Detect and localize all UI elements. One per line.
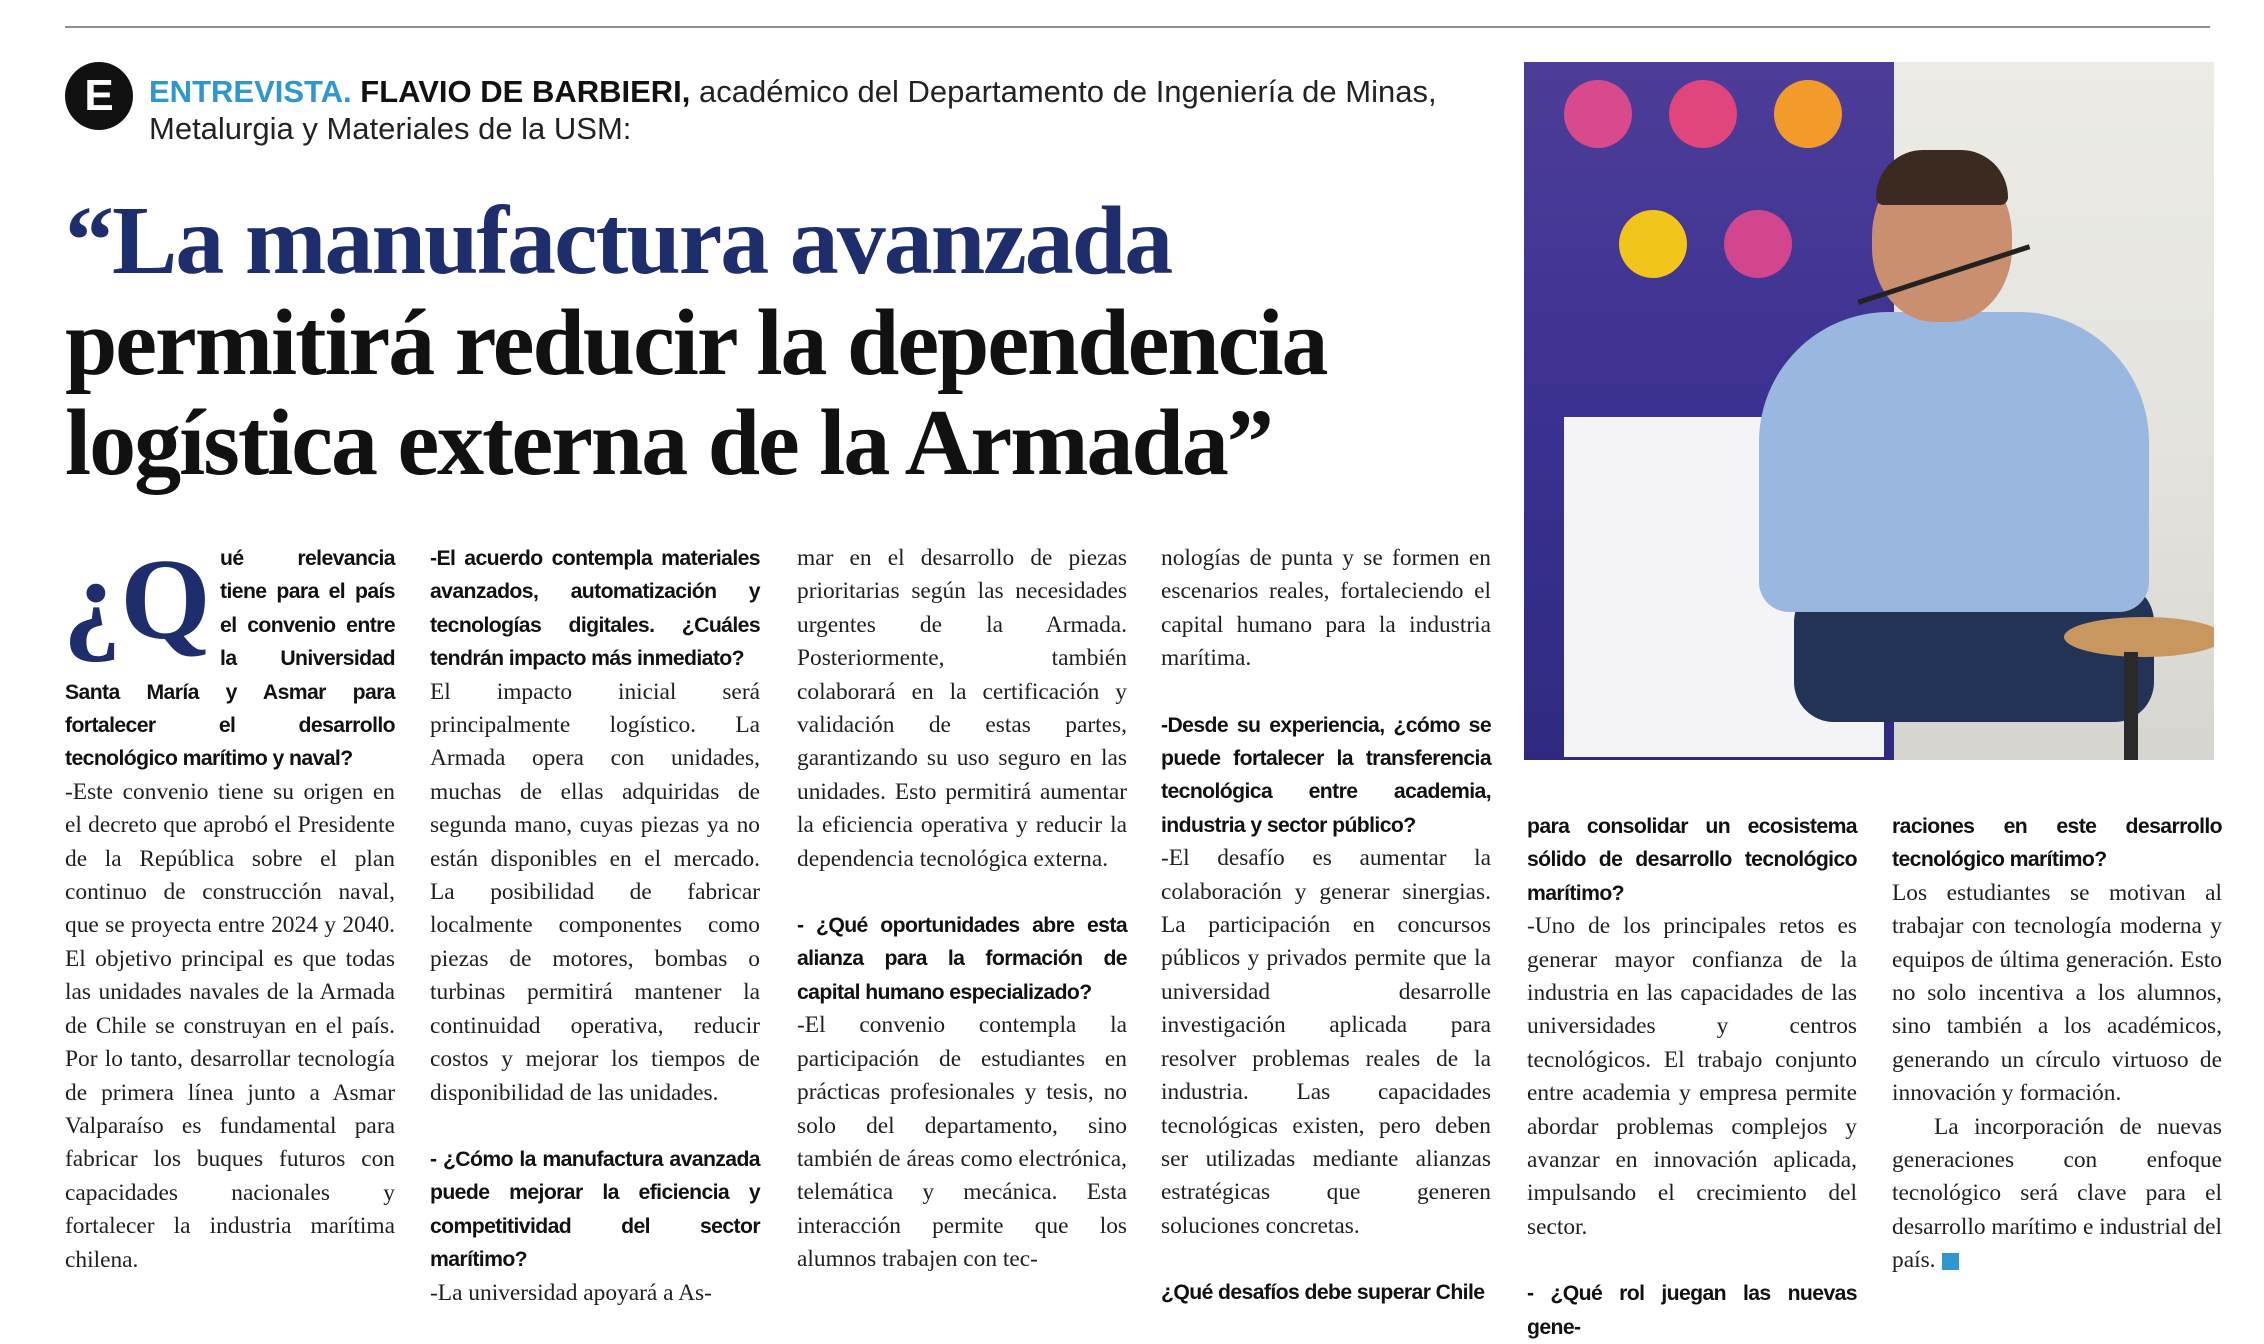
column-3 xyxy=(797,542,1127,1277)
headline-line-2: permitirá reducir la dependencia xyxy=(65,291,1327,395)
answer-4-start: -El convenio contempla la participación de estudiantes en prácticas profesionales y tesis, no solo del departamento, sino también de áreas como electrónica, telemática y mecánica. Esta interacción permite que los alumnos trabajen con tec- xyxy=(797,1012,1127,1273)
answer-3-start: -La universidad apoyará a As- xyxy=(430,1279,712,1306)
answer-3-cont: mar en el desarrollo de piezas prioritarias según las necesidades urgentes de la Armada. Posteriormente, también colaborará en la certificación y validación de estas partes, garantizando su uso seguro en las unidades. Esto permitirá aumentar la eficiencia operativa y reducir la dependencia tecnológica externa. xyxy=(797,545,1127,872)
column-2 xyxy=(430,542,760,1310)
person-hair xyxy=(1876,150,2008,205)
end-of-article-mark xyxy=(1942,1253,1959,1270)
column-5 xyxy=(1527,810,1857,1344)
headline-line-3: logística externa de la Armada” xyxy=(65,391,1272,495)
banner-icon-circle xyxy=(1724,210,1792,278)
question-2: -El acuerdo contempla materiales avanzados, automatización y tecnologías digitales. ¿Cuáles tendrán impacto más inmediato? xyxy=(430,547,760,671)
question-5: -Desde su experiencia, ¿cómo se puede fortalecer la transferencia tecnológica entre academia, industria y sector público? xyxy=(1161,713,1491,837)
question-7-cont: raciones en este desarrollo tecnológico marítimo? xyxy=(1892,815,2222,872)
answer-7-closing-text: La incorporación de nuevas generaciones con enfoque tecnológico será clave para el desarrollo marítimo e industrial del país. xyxy=(1892,1113,2222,1274)
kicker-label: ENTREVISTA. xyxy=(149,74,352,109)
answer-7-closing xyxy=(1892,1111,2222,1278)
top-divider xyxy=(65,26,2210,28)
question-7-start: - ¿Qué rol juegan las nuevas gene- xyxy=(1527,1282,1857,1339)
answer-6: -Uno de los principales retos es generar mayor confianza de la industria en las capacidades de las universidades y centros tecnológicos. El trabajo conjunto entre academia y empresa permite abordar problemas complejos y avanzar en innovación aplicada, impulsando el crecimiento del sector. xyxy=(1527,913,1857,1240)
kicker-line-2 xyxy=(149,110,631,147)
question-1 xyxy=(63,536,395,776)
banner-icon-circle xyxy=(1669,80,1737,148)
person-shirt xyxy=(1759,312,2149,612)
dropcap: ¿Q xyxy=(63,536,211,664)
question-4: - ¿Qué oportunidades abre esta alianza para la formación de capital humano especializado? xyxy=(797,914,1127,1004)
interview-badge: E xyxy=(65,62,133,130)
answer-5: -El desafío es aumentar la colaboración y generar sinergias. La participación en concursos públicos y privados permite que la universidad desarrolle investigación aplicada para resolver problemas reales de la industria. Las capacidades tecnológicas existen, pero deben ser utilizadas mediante alianzas estratégicas que generen soluciones concretas. xyxy=(1161,845,1491,1239)
answer-2: El impacto inicial será principalmente logístico. La Armada opera con unidades, muchas de ellas adquiridas de segunda mano, cuyas piezas ya no están disponibles en el mercado. La posibilidad de fabricar localmente componentes como piezas de motores, bombas o turbinas permitirá mantener la continuidad operativa, reducir costos y mejorar los tiempos de disponibilidad de las unidades. xyxy=(430,678,760,1106)
question-6-start: ¿Qué desafíos debe superar Chile xyxy=(1161,1281,1485,1305)
column-1 xyxy=(63,536,395,1277)
answer-4-cont: nologías de punta y se formen en escenarios reales, fortaleciendo el capital humano para la industria marítima. xyxy=(1161,545,1491,672)
column-4 xyxy=(1161,542,1491,1310)
headline-line-1: “La manufactura avanzada xyxy=(65,187,1172,295)
side-table xyxy=(2064,617,2214,657)
question-6-cont: para consolidar un ecosistema sólido de desarrollo tecnológico marítimo? xyxy=(1527,815,1857,905)
answer-1: -Este convenio tiene su origen en el decreto que aprobó el Presidente de la República sobre el plan continuo de construcción naval, que se proyecta entre 2024 y 2040. El objetivo principal es que todas las unidades navales de la Armada de Chile se construyan en el país. Por lo tanto, desarrollar tecnología de primera línea junto a Asmar Valparaíso es fundamental para fabricar los buques futuros con capacidades nacionales y fortalecer la industria marítima chilena. xyxy=(65,778,395,1273)
banner-icon-circle xyxy=(1564,80,1632,148)
interviewee-description-cont: Metalurgia y Materiales de la USM: xyxy=(149,111,632,146)
column-6 xyxy=(1892,810,2222,1278)
question-3: - ¿Cómo la manufactura avanzada puede mejorar la eficiencia y competitividad del sector marítimo? xyxy=(430,1147,760,1272)
banner-icon-circle xyxy=(1774,80,1842,148)
question-1-text: ué relevancia tiene para el país el convenio entre la Universidad Santa María y Asmar para fortalecer el desarrollo tecnológico marítimo y naval? xyxy=(65,547,395,771)
side-table-leg xyxy=(2124,652,2138,760)
kicker-line-1 xyxy=(149,73,1437,110)
answer-7: Los estudiantes se motivan al trabajar con tecnología moderna y equipos de última generación. Esto no solo incentiva a los alumnos, sino también a los académicos, generando un círculo virtuoso de innovación y formación. xyxy=(1892,879,2222,1107)
interviewee-description: académico del Departamento de Ingeniería de Minas, xyxy=(699,74,1437,109)
banner-icon-circle xyxy=(1619,210,1687,278)
interviewee-name: FLAVIO DE BARBIERI, xyxy=(360,74,691,109)
interview-photo xyxy=(1524,62,2214,760)
